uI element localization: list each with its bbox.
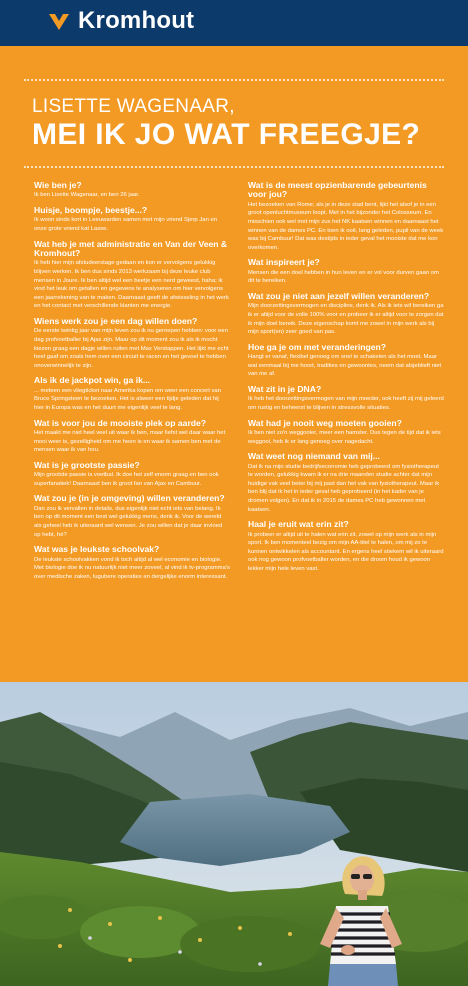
question: Wat zou je niet aan jezelf willen veranderen? xyxy=(248,290,430,301)
qa-item xyxy=(248,181,444,252)
qa-item xyxy=(248,419,444,447)
qa-item xyxy=(34,545,230,581)
photo-illustration xyxy=(0,682,468,986)
question: Hoe ga je om met veranderingen? xyxy=(248,341,387,352)
answer: Ik ben niet zo'n weggooier, meer een hamster. Dus tegen de tijd dat ik iets weggooi, heb ik er lang genoeg over nagedacht. xyxy=(248,429,441,445)
dotted-divider-top xyxy=(24,79,444,81)
question: Wat weet nog niemand van mij... xyxy=(248,451,380,462)
qa-item xyxy=(34,181,230,200)
question: Wat is je grootste passie? xyxy=(34,459,140,470)
article-kicker: LISETTE WAGENAAR, xyxy=(32,96,235,117)
answer: ... meteen een vliegticket naar Amerika kopen om weer een concert van Bruce Springsteen te bezoeken. Het is alweer een tijdje geleden dat hij hier in Europa was en het duurt me eigenlijk veel te lang. xyxy=(34,387,221,411)
question: Wat heb je met administratie en Van der Veen & Kromhout? xyxy=(34,238,228,258)
qa-item xyxy=(248,385,444,413)
question: Wat is de meest opzienbarende gebeurtenis voor jou? xyxy=(248,180,427,200)
landscape-photo xyxy=(0,682,468,986)
left-column xyxy=(34,181,230,587)
question: Wat zou je (in je omgeving) willen veranderen? xyxy=(34,493,225,504)
answer: Mensen die een doel hebben in hun leven en er vol voor durven gaan om dit te bereiken. xyxy=(248,269,439,285)
question: Wat zit in je DNA? xyxy=(248,383,322,394)
question: Haal je eruit wat erin zit? xyxy=(248,519,349,530)
answer: Mijn doorzettingsvermogen en discipline, denk ik. Als ik iets wil bereiken ga ik er altijd voor de volle 100% voor en probeer ik er altijd voor te zorgen dat ik mijn doel bereik. Deze eigenschap komt me zowel in mijn werk als bij mijn sport(en) zeer goed van pas. xyxy=(248,303,444,336)
qa-item xyxy=(34,206,230,234)
answer: Mijn grootste passie is voetbal. Ik doe het zelf enorm graag en ben ook superfanatiek! Daarnaast ben ik groot fan van Ajax en Cambuur. xyxy=(34,472,219,487)
question: Wat had je nooit weg moeten gooien? xyxy=(248,417,402,428)
question: Wie ben je? xyxy=(34,180,82,190)
qa-item xyxy=(248,452,444,514)
header-bar xyxy=(0,0,468,46)
answer: Dat ik na mijn studie bedrijfseconomie heb geprobeerd om fysiotherapeut te worden, gelukkig kwam ik er na drie maanden studie achter dat mijn huidige vak veel beter bij mij past dan het vak van fysiotherapeut. Maar ik ben blij dat ik het in ieder geval heb geprobeerd (in het kader van je dromen volgen). En dat ik in 2015 de dames PC heb gewonnen met kaatsen. xyxy=(248,463,440,513)
answer: Ik woon sinds kort in Leeuwarden samen met mijn vriend Sjerp Jan en onze grote vriend kat Lasse. xyxy=(34,217,218,232)
qa-item xyxy=(34,240,230,311)
article-headline: MEI IK JO WAT FREEGJE? xyxy=(32,118,421,151)
question: Wiens werk zou je een dag willen doen? xyxy=(34,315,198,326)
question: Wat was je leukste schoolvak? xyxy=(34,544,160,555)
answer: De eerste twintig jaar van mijn leven zou ik nu geroepen hebben: voor een dag profvoetballer bij Ajax zijn. Maar op dit moment zou ik als ik mocht kiezen graag een dagje willen ruilen met Max Verstappen. Het lijkt me echt heel gaaf om zoals hem over een circuit te racen en het gevoel te hebben onoverwinnelijk te zijn. xyxy=(34,328,229,369)
qa-item xyxy=(34,376,230,412)
answer: Ik heb hier mijn afstudeerstage gedaan en kon er vervolgens gelukkig blijven werken. Ik ben dus sinds 2013 werkzaam bij deze leuke club mensen in Joure. Ik ben altijd wel een beetje een nerd geweest, haha; ik vind het leuk om getallen en gegevens te analyseren om hier vervolgens een jaarrekening van te maken. Daarnaast geeft de afwisseling in het werk en het contact met verschillende klanten me energie. xyxy=(34,260,229,310)
qa-item xyxy=(248,520,444,573)
answer: De leukste schoolvakken vond ik toch altijd al wel economie en biologie. Met biologie doe ik nu natuurlijk niet meer zoveel, al vind ik tv-programma's over medische zaken, lugubere operaties en dergelijke enorm interessant. xyxy=(34,556,230,580)
question: Wat inspireert je? xyxy=(248,257,320,268)
question: Als ik de jackpot win, ga ik... xyxy=(34,375,151,386)
brand-name: Kromhout xyxy=(78,7,195,34)
right-column xyxy=(248,181,444,579)
qa-item xyxy=(34,419,230,455)
question: Wat is voor jou de mooiste plek op aarde? xyxy=(34,417,207,428)
answer: Het maakt me niet heel veel uit waar ik ben, maar liefst wel daar waar het mooi weer is, gezelligheid om me heen is en waar ik samen ben met de mensen waar ik van hou. xyxy=(34,429,226,454)
chevron-down-icon xyxy=(49,14,69,30)
answer: Ik probeer er altijd uit te halen wat erin zit, zowel op mijn werk als in mijn sport. Ik ben momenteel bezig om mijn AA-titel te halen, om mij zo te kunnen ontwikkelen als accountant. En ergens heel stiekem wil ik uiteraard ook nog gewoon profvoetballer worden, en die droom houd ik gewoon lekker mijn hele leven vast. xyxy=(248,531,444,572)
question: Huisje, boompje, beestje...? xyxy=(34,205,148,215)
qa-item xyxy=(248,258,444,286)
answer: Hangt er vanaf, flexibel genoeg om snel te schakelen als het moet. Maar wat eenmaal bij me hoort, tradities en gewoontes, neem dat alsjeblieft niet van me af. xyxy=(248,354,442,378)
qa-item xyxy=(34,494,230,539)
answer: Het bezoeken van Rome; als je in deze stad bent, lijkt het alsof je in een groot openluchtmuseum loopt. Met in het bijzonder het Colosseum. En misschien ook wel met mijn zus het NK kaatsen winnen en daarnaast het winnen van de dames PC. En toen ik ooit, lang geleden, pupil van de week was bij Cambuur! Dat was destijds in ieder geval het mooiste dat me kon overkomen. xyxy=(248,201,444,251)
qa-item xyxy=(34,461,230,489)
dotted-divider-bottom xyxy=(24,166,444,168)
qa-item xyxy=(34,317,230,370)
answer: Ik heb het doorzettingsvermogen van mijn moeder, ook heeft zij mij geleerd om rustig en beheerst te blijven in stressvolle situaties. xyxy=(248,396,444,411)
answer: Dan zou ik vervallen in details, dus eigenlijk niet echt iets van belang. Ik ben op dit moment een best wel gelukkig mens, denk ik. Voor de wereld als geheel heb ik uiteraard wel wensen. Je zou willen dat je daar invloed op hebt, hè? xyxy=(34,505,223,538)
qa-item xyxy=(248,343,444,379)
qa-item xyxy=(248,292,444,337)
answer: Ik ben Lisette Wagenaar, en ben 26 jaar. xyxy=(34,192,140,199)
